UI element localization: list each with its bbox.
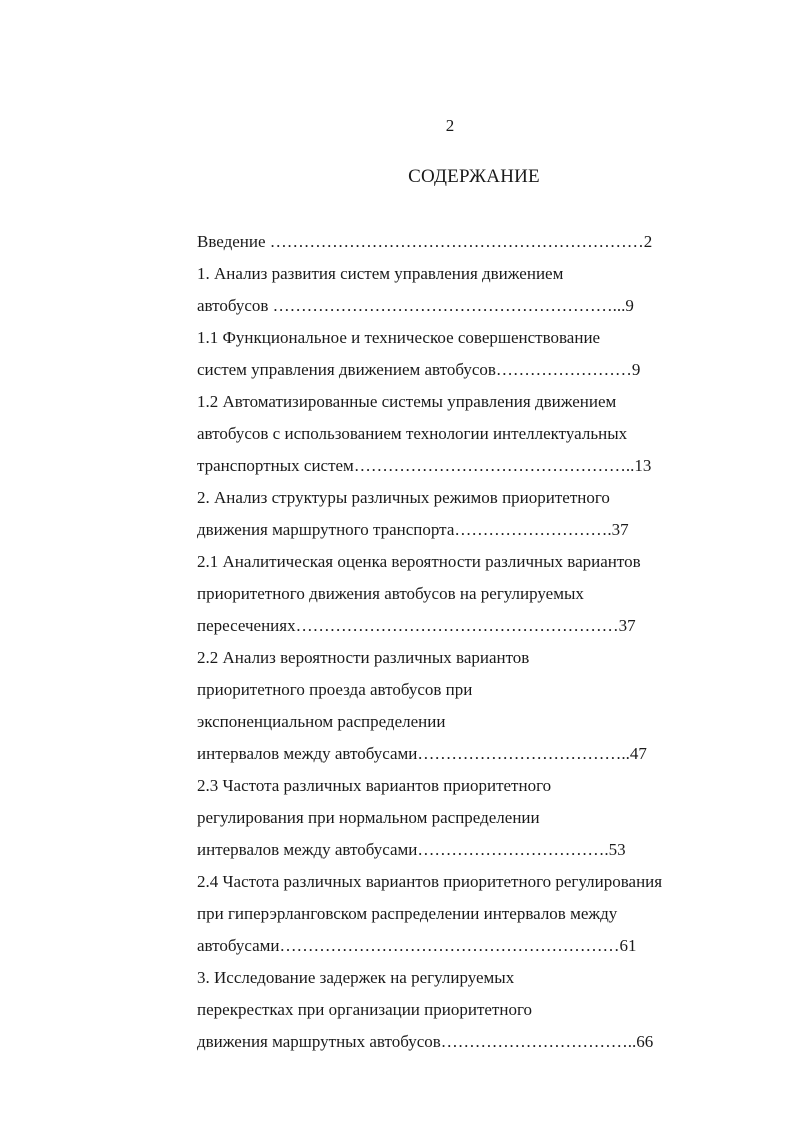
toc-line: автобусов ……………………………………………………...9 bbox=[197, 296, 634, 315]
toc-line: 2.2 Анализ вероятности различных вариантов bbox=[197, 648, 530, 667]
toc-line: систем управления движением автобусов……………………9 bbox=[197, 360, 641, 379]
toc-line: транспортных систем…………………………………………..13 bbox=[197, 456, 652, 475]
toc-line: 2.4 Частота различных вариантов приоритетного регулирования bbox=[197, 872, 663, 891]
toc-line: Введение …………………………………………………………2 bbox=[197, 232, 653, 251]
toc-line: движения маршрутного транспорта……………………….37 bbox=[197, 520, 629, 539]
toc-line: пересечениях…………………………………………………37 bbox=[197, 616, 636, 635]
toc-line: 2.3 Частота различных вариантов приоритетного bbox=[197, 776, 552, 795]
toc-line: 1.2 Автоматизированные системы управления движением bbox=[197, 392, 617, 411]
toc-line: интервалов между автобусами………………………………..47 bbox=[197, 744, 647, 763]
page-number: 2 bbox=[445, 116, 455, 135]
page-title: СОДЕРЖАНИЕ bbox=[408, 166, 540, 187]
toc-line: автобусов с использованием технологии интеллектуальных bbox=[197, 424, 628, 443]
toc-line: при гиперэрланговском распределении интервалов между bbox=[197, 904, 618, 923]
toc-line: приоритетного проезда автобусов при bbox=[197, 680, 473, 699]
toc-line: экспоненциальном распределении bbox=[197, 712, 446, 731]
table-of-contents bbox=[197, 226, 717, 1058]
toc-line: автобусами……………………………………………………61 bbox=[197, 936, 637, 955]
toc-line: 2.1 Аналитическая оценка вероятности различных вариантов bbox=[197, 552, 641, 571]
toc-line: интервалов между автобусами…………………………….53 bbox=[197, 840, 626, 859]
toc-line: перекрестках при организации приоритетного bbox=[197, 1000, 532, 1019]
toc-line: регулирования при нормальном распределении bbox=[197, 808, 540, 827]
toc-line: 1. Анализ развития систем управления движением bbox=[197, 264, 564, 283]
toc-line: 2. Анализ структуры различных режимов приоритетного bbox=[197, 488, 610, 507]
toc-line: 1.1 Функциональное и техническое совершенствование bbox=[197, 328, 601, 347]
toc-line: приоритетного движения автобусов на регулируемых bbox=[197, 584, 584, 603]
toc-line: 3. Исследование задержек на регулируемых bbox=[197, 968, 515, 987]
toc-line: движения маршрутных автобусов……………………………..66 bbox=[197, 1032, 654, 1051]
